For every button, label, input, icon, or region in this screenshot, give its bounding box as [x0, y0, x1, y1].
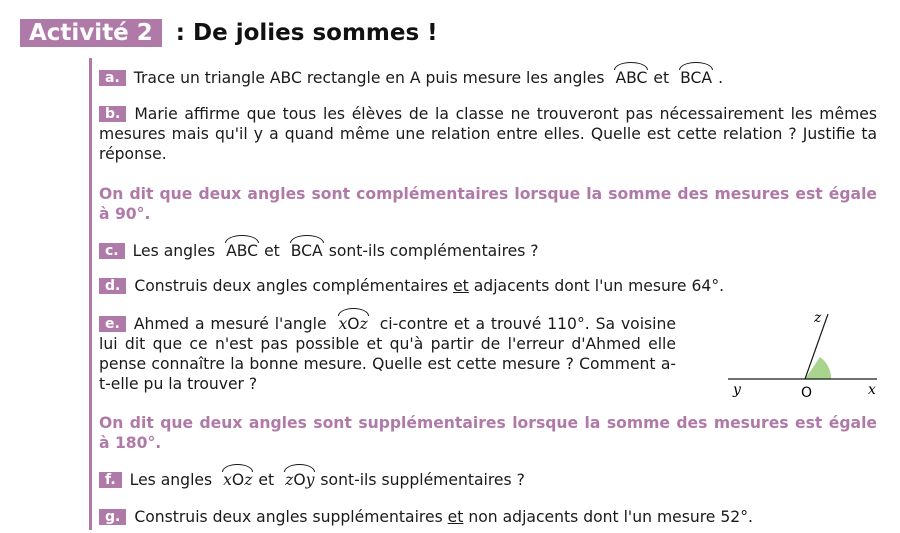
definition-complementary: On dit que deux angles sont complémentaires lorsque la somme des mesures est égale à 90°. [99, 185, 877, 223]
definition-supplementary: On dit que deux angles sont supplémentaires lorsque la somme des mesures est égale à 180°. [99, 414, 877, 452]
item-b: b. Marie affirme que tous les élèves de la classe ne trouveront pas nécessairement les mêmes mesures mais qu'il y a quand même une relation entre elles. Quelle est cette relation ? Justifie ta réponse. [99, 105, 877, 163]
item-label-g: g. [99, 509, 126, 525]
underlined-word: et [447, 508, 464, 526]
activity-badge: Activité 2 [20, 19, 162, 47]
angle-abc: ABC [615, 68, 647, 88]
item-label-e: e. [99, 316, 126, 332]
item-e: e. Ahmed a mesuré l'angle xOz ci-contre et a trouvé 110°. Sa voisine lui dit que ce n'est pas possible et qu'à partir de l'erreur d'Ahmed elle pense connaître la bonne mesure. Quelle est cette mesure ? Comment a-t-elle pu la trouver ? [99, 314, 676, 394]
figure-label-y: y [733, 382, 741, 398]
angle-xoz: xOz [223, 470, 252, 490]
figure-label-o: O [801, 385, 813, 401]
item-label-b: b. [99, 106, 126, 122]
figure-label-x: x [868, 382, 876, 398]
item-f: f. Les angles xOz et zOy sont-ils supplémentaires ? [99, 470, 877, 490]
activity-title: : De jolies sommes ! [175, 20, 438, 46]
item-g: g. Construis deux angles supplémentaires et non adjacents dont l'un mesure 52°. [99, 507, 877, 527]
left-margin-rule [89, 58, 92, 530]
item-a: a. Trace un triangle ABC rectangle en A puis mesure les angles ABC et BCA . [99, 68, 877, 88]
activity-header [20, 18, 438, 48]
figure-label-z: z [814, 310, 822, 326]
item-label-f: f. [99, 472, 122, 488]
item-d: d. Construis deux angles complémentaires et adjacents dont l'un mesure 64°. [99, 276, 877, 296]
angle-abc: ABC [226, 241, 258, 261]
item-label-a: a. [99, 70, 126, 86]
item-label-c: c. [99, 243, 125, 259]
angle-figure [725, 308, 885, 403]
item-c: c. Les angles ABC et BCA sont-ils complémentaires ? [99, 241, 877, 261]
angle-bca: BCA [680, 68, 712, 88]
angle-bca: BCA [291, 241, 323, 261]
item-label-d: d. [99, 278, 126, 294]
angle-zoy: zOy [285, 470, 314, 490]
underlined-word: et [453, 277, 469, 295]
angle-xoz: xOz [339, 314, 368, 334]
